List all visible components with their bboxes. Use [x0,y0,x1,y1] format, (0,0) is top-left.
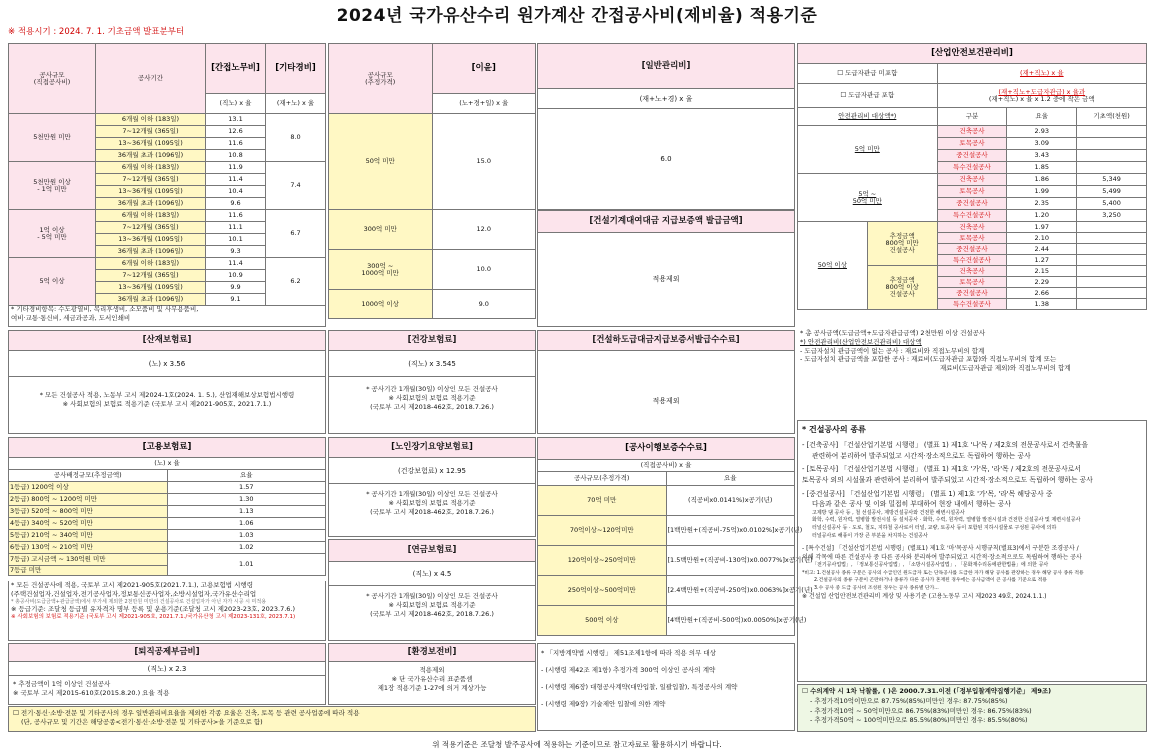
safety-kind: 토목공사 [937,277,1007,288]
machine-value: 적용제외 [652,275,680,283]
profit-table [328,43,536,327]
safety-rate: 1.85 [1007,162,1077,174]
employ-grade: 3등급) 520억 ~ 800억 미만 [9,506,168,518]
env-section: [환경보전비] 적용제외 ※ 단 국가유산수리 표준품셈 제1장 적용기준 1-27에 의거 계상가능 [328,643,536,705]
general-header: [일반관리비] [538,44,794,89]
profit-rate: 9.0 [432,290,536,319]
safety-basic: 5,400 [1077,198,1147,210]
safety-kind: 특수건설공사 [937,162,1007,174]
safety-rate: 2.66 [1007,288,1077,299]
page-title: 2024년 국가유산수리 원가계산 간접공사비(제비율) 적용기준 [336,6,818,26]
labor-period: 13~36개월 (1095일) [96,282,206,294]
labor-period: 6개월 이하 (183일) [96,162,206,174]
safety-rate: 2.10 [1007,233,1077,244]
labor-period: 7~12개월 (365일) [96,174,206,186]
labor-scale: 5천만원 미만 [9,114,96,162]
labor-indirect-rate: 10.4 [206,186,266,198]
general-formula: (재+노+경) x 율 [538,89,794,109]
pension-section: [연금보험료] (직노) x 4.5 * 공사기간 1개월(30일) 이상인 모든 건설공사 ※ 사회보험의 보험료 적용기준 (국토부 고시 제2018-462호, 2018.7.26.) [328,539,536,641]
safety-band: 5억 미만 [798,126,938,174]
safety-kind: 특수건설공사 [937,255,1007,266]
safety-note-5: 재료비(도급자관급 제외)와 직접노무비의 합계 [940,364,1071,373]
safety-rate: 3.09 [1007,138,1077,150]
safety-sub-label: 추정금액 800억 이상 건설공사 [867,266,937,310]
profit-h: [이윤] [432,44,536,94]
employ-rate: 1.57 [167,482,326,494]
profit-scale: 300억 ~ 1000억 미만 [329,250,433,290]
safety-rate: 1.86 [1007,174,1077,186]
labor-other-rate: 6.7 [266,210,326,258]
guar-formula: [2.4백만원+(직공비-250억)x0.0063%]x공기(년) [666,576,795,606]
labor-period: 7~12개월 (365일) [96,126,206,138]
labor-period: 6개월 이하 (183일) [96,210,206,222]
labor-indirect-rate: 10.9 [206,270,266,282]
safety-kind: 특수건설공사 [937,299,1007,310]
guar-formula: [1백만원+(직공비-75억)x0.0102%]x공기(년) [666,516,795,546]
guar-scale: 70억이상~120억미만 [538,516,667,546]
employ-rate: 1.01 [167,554,326,576]
machine-header: [건설기계대여대금 지급보증액 발급금액] [538,211,794,233]
employ-grade: 5등급) 210억 ~ 340억 미만 [9,530,168,542]
labor-period: 6개월 이하 (183일) [96,258,206,270]
employ-grade: 2등급) 800억 ~ 1200억 미만 [9,494,168,506]
safety-rate: 2.15 [1007,266,1077,277]
safety-kind: 건축공사 [937,266,1007,277]
employ-rate: 1.13 [167,506,326,518]
employ-grade: 1등급) 1200억 이상 [9,482,168,494]
labor-u-other: (재+노) x 율 [266,94,326,114]
employ-table [8,437,326,581]
labor-indirect-rate: 9.3 [206,246,266,258]
guar-scale: 70억 미만 [538,486,667,516]
labor-indirect-rate: 9.6 [206,198,266,210]
effective-date: ※ 적용시기 : 2024. 7. 1. 기초금액 발표분부터 [8,27,185,37]
labor-table [8,43,326,305]
employ-h-scale: 공사배정규모(추정금액) [9,470,168,482]
general-section [537,43,795,210]
profit-rate: 10.0 [432,250,536,290]
safety-rate: 1.99 [1007,186,1077,198]
safety-kind: 중건설공사 [937,288,1007,299]
guar-formula: [4백만원+(직공비-500억)x0.0050%]x공기(년) [666,606,795,636]
safety-kind: 토목공사 [937,233,1007,244]
safety-rate: 2.35 [1007,198,1077,210]
safety-note-4: - 도급자설치 관급금액을 포함한 공사 : 재료비(도급자관급 포함)와 직접노무비의 합계 또는 [800,355,1057,364]
safety-basic [1077,150,1147,162]
safety-rate: 2.44 [1007,244,1077,255]
employ-grade: 7등급 미만 [9,566,168,576]
labor-period: 6개월 이하 (183일) [96,114,206,126]
labor-other-rate: 7.4 [266,162,326,210]
guar-header: [공사이행보증수수료] [538,438,795,460]
labor-h-scale: 공사규모 (직접공사비) [9,44,96,114]
safety-f1: (재+직노) x 율 [937,64,1146,84]
safety-basic [1077,126,1147,138]
labor-other-rate: 8.0 [266,114,326,162]
safety-basic: 5,499 [1077,186,1147,198]
safety-table [797,43,1147,328]
safety-rate: 2.93 [1007,126,1077,138]
employ-rate: 1.06 [167,518,326,530]
accident-section: [산재보험료] (노) x 3.56 * 모든 건설공사 적용, 노동부 고시 제2024-1호(2024. 1. 5.), 산업재해보상보험법시행령 ※ 사회보험의 보험료 적용기준 (국토부 고시 제2021-905호, 2021.7.1.) [8,330,326,434]
safety-basic [1077,138,1147,150]
safety-basic [1077,162,1147,174]
employ-header: [고용보험료] [9,438,326,458]
safety-kind: 건축공사 [937,174,1007,186]
safety-kind: 건축공사 [937,126,1007,138]
labor-period: 13~36개월 (1095일) [96,234,206,246]
labor-indirect-rate: 11.9 [206,162,266,174]
employ-h-rate: 요율 [167,470,326,482]
labor-indirect-rate: 9.1 [206,294,266,306]
guar-scale: 250억이상~500억미만 [538,576,667,606]
labor-indirect-rate: 9.9 [206,282,266,294]
labor-period: 13~36개월 (1095일) [96,138,206,150]
safety-rate: 1.38 [1007,299,1077,310]
labor-period: 36개월 초과 (1096일) [96,198,206,210]
guar-h-rate: 요율 [666,472,795,486]
profit-u: (노+경+일) x 율 [432,94,536,114]
labor-scale: 1억 이상 - 5억 미만 [9,210,96,258]
safety-kind: 중건설공사 [937,244,1007,255]
safety-rate: 1.20 [1007,210,1077,222]
guar-h-scale: 공사규모(추정가격) [538,472,667,486]
safety-h-rate: 요율 [1007,108,1077,126]
guar-formula: [1.5백만원+(직공비-130억)x0.0077%]x공기(년) [666,546,795,576]
labor-period: 36개월 초과 (1096일) [96,294,206,306]
safety-opt2: ☐ 도급자관급 포함 [798,84,938,108]
safety-sub-label: 추정금액 800억 미만 건설공사 [867,222,937,266]
labor-indirect-rate: 11.6 [206,210,266,222]
retire-section: [퇴직공제부금비] (직노) x 2.3 * 추정금액이 1억 이상인 건설공사 ※ 국토부 고시 제2015-610호(2015.8.20.) 요율 적용 [8,643,326,705]
labor-indirect-rate: 11.1 [206,222,266,234]
safety-notes [800,329,1147,387]
guar-scale: 120억이상~250억미만 [538,546,667,576]
safety-kind: 토목공사 [937,138,1007,150]
labor-period: 36개월 초과 (1096일) [96,246,206,258]
employ-grade: 4등급) 340억 ~ 520억 미만 [9,518,168,530]
safety-kind: 건축공사 [937,222,1007,233]
profit-rate: 12.0 [432,210,536,250]
labor-scale: 5억 이상 [9,258,96,306]
guarantee-table [537,437,813,641]
labor-h-period: 공사기간 [96,44,206,114]
profit-rate: 15.0 [432,114,536,210]
labor-period: 7~12개월 (365일) [96,270,206,282]
labor-indirect-rate: 11.6 [206,138,266,150]
safety-basic: 5,349 [1077,174,1147,186]
employ-rate: 1.02 [167,542,326,554]
elder-section: [노인장기요양보험료] (건강보험료) x 12.95 * 공사기간 1개월(30일) 이상인 모든 건설공사 ※ 사회보험의 보험료 적용기준 (국토부 고시 제2018-462호, 2018.7.26.) [328,437,536,537]
safety-h-kind: 구분 [937,108,1007,126]
profit-scale: 50억 미만 [329,114,433,210]
labor-period: 7~12개월 (365일) [96,222,206,234]
labor-note: * 기타경비항목: 수도광열비, 복리후생비, 소모품비 및 사무용품비, 여비·교통·통신비, 세금과공과, 도서인쇄비 [8,305,326,327]
labor-period: 13~36개월 (1095일) [96,186,206,198]
safety-kind: 특수건설공사 [937,210,1007,222]
safety-band-50: 50억 이상 [798,222,868,310]
safety-note-2: *) 안전관리비(산업안전보건관리비) 대상액 [800,337,922,346]
footer-note: 위 적용기준은 조달청 발주공사에 적용하는 기준이므로 참고자료로 활용하시기 바랍니다. [432,740,722,749]
labor-indirect-rate: 10.8 [206,150,266,162]
guar-u: (직접공사비) x 율 [538,460,795,472]
employ-grade: 6등급) 130억 ~ 210억 미만 [9,542,168,554]
labor-indirect-rate: 13.1 [206,114,266,126]
safety-kind: 중건설공사 [937,198,1007,210]
employ-grade: 7등급) 고시금액 ~ 130억원 미만 [9,554,168,566]
safety-opt1: ☐ 도급자관급 미포함 [798,64,938,84]
labor-h-other: [기타경비] [266,44,326,94]
labor-indirect-rate: 10.1 [206,234,266,246]
bottom-notes: ☐ 전기·통신·소방·전문 및 기타공사의 경우 일반관리비요율을 제외한 각종 요율은 건축, 토목 등 관련 공사업종에 따라 적용 (단, 공사규모 및 기간은 해당공종<전기·통신·소방·전문 및 기타공사>을 기준으로 함) [8,706,536,732]
employ-rate: 1.30 [167,494,326,506]
safety-rate: 3.43 [1007,150,1077,162]
employ-u: (노) x 율 [9,458,326,470]
kinds-section: * 건설공사의 종류 - [건축공사] 「건설산업기본법 시행령」 (별표 1) 제1호 '나'목 / 제2호의 전문공사로서 건축물을 관련하여 분리하여 발주되었고 시간적·장소적으로도 독립하여 행하는 공사 - [토목공사] 「건설산업기본법 시행령」 (별표 1) 제1호 '가'목, '라'목 / 제2호의 전문공사로서 토목공사 외의 시설물과 관련하여 분리하여 발주되었고 시간적·장소적으로도 독립하여 행하는 공사 - [중건설공사] 「건설산업기본법 시행령」 (별표 1) 제1호 '가'목, '라'목 해당공사 중 다음과 같은 공사 및 이와 밀접히 부대하여 현장 내에서 행하는 공사 고제방 댐 공사 등 , 철 선설공사, 제방건설공사와 건전한 해변시설공사 화학, 수력, 원자력, 열병합 발전시설 등 설치공사 · 화학, 수력, 원자력, 열병합 발전시설과 건전한 신설공사 및 제련시설공사 터널신설공사 등 · 도로, 철도, 지하철 공사로서 터널, 교량, 토공사 등이 포함된 지하시설물로 구성된 공사에 의하 터널공사로 해풍이 가장 큰 부분을 차지하는 건설공사 - [특수건설] 「건설산업기본법 시행령」(별표1) 제1호 '마'목공사 시행규칙(별표3)에서 구분한 조경공사 / 의해 각목에 따른 건설공사 중 다른 공사와 분리하여 발주되었고 시간적·장소적으로도 독립하여 행하는 공사 「전기공사업법」, 「정보통신공사업법」, 「소방시설공사업법」, 「문화재수리등에관한법률」에 의한 공사 *비고: 1.건설공사 종류 구분은 공사의 수급인인 원도급자 또는 단독공사를 도급한 자가 해당 공사를 관장하는 경우 해당 공사 종류 적용 2.건설공사의 종류 구분이 곤란하거나 종류가 다른 공사가 혼재된 경우에는 공사금액이 큰 공사를 기준으로 적용 3.수 공사 중 도급 공사비 조성된 경우는 공사 종류별 단가... ※ 건설업 산업안전보건관리비 계상 및 사용기준 (고용노동부 고시 제2023 49호, 2024.1.1.) [797,420,1147,682]
general-rate: 6.0 [660,155,672,163]
profit-h-scale: 공사규모 (추정가격) [329,44,433,114]
safety-rate: 2.29 [1007,277,1077,288]
health-section: [건강보험료] (직노) x 3.545 * 공사기간 1개월(30일) 이상인 모든 건설공사 ※ 사회보험의 보험료 적용기준 (국토부 고시 제2018-462호, 2018.7.26.) [328,330,536,434]
employ-rate: 1.03 [167,530,326,542]
guar-formula: (직공비x0.0141%)x공기(년) [666,486,795,516]
labor-scale: 5천만원 이상 - 1억 미만 [9,162,96,210]
safety-note-3: - 도급자설치 관급금액이 없는 공사 : 재료비와 직접노무비의 합계 [800,346,985,355]
employ-notes: * 모든 건설공사에 적용, 국토부 고시 제2021-905호(2021.7.1.), 고용보험법 시행령 (주택건설업자,건설업자,전기공사업자,정보통신공사업자,소방시설업자,국가유산수리업 * 총공사비(도급금액+관급금액)에서 부가세 제외한 2천만원 미만의 건설공사로 건설업자가 아닌 자가 시공 시 미적용 ※ 등급기준: 조달청 등급별 유자격자 명부 등록 및 운용기준(조달청 고시 제2023-23호, 2023.7.6.) ※ 사회보험의 보험료 적용기준 (국토부 고시 제2021-905호, 2021.7.1./국가유산청 고시 제2023-131호, 2023.7.1) [8,581,326,641]
labor-indirect-rate: 11.4 [206,258,266,270]
labor-indirect-rate: 11.4 [206,174,266,186]
contract-section: ☐ 수의계약 시 1차 낙찰률, ( )은 2000.7.31.이전 (「정부입찰계약집행기준」 제9조) - 추정가격10억이만으로 87.75%(85%)미만인 경우: 87.75%(85%) - 추정가격10억 ~ 50억미만으로 86.75%(83%)미만인 경우: 86.75%(83%) - 추정가격50억 ~ 100억미만으로 85.5%(80%)미만인 경우: 85.5%(80%) [797,684,1147,732]
labor-indirect-rate: 12.6 [206,126,266,138]
safety-kind: 토목공사 [937,186,1007,198]
safety-f2: (재+직노+도급자관급) x 율과 (재+직노) x 율 x 1.2 중에 작은 금액 [937,84,1146,108]
labor-other-rate: 6.2 [266,258,326,306]
safety-header: [산업안전보건관리비] [798,44,1147,64]
safety-basic: 3,250 [1077,210,1147,222]
labor-period: 36개월 초과 (1096일) [96,150,206,162]
profit-scale: 1000억 이상 [329,290,433,319]
safety-h-base: 안전관리비 대상액*) [798,108,938,126]
labor-u-indirect: (직노) x 율 [206,94,266,114]
safety-rate: 1.97 [1007,222,1077,233]
safety-kind: 중건설공사 [937,150,1007,162]
labor-h-indirect: [간접노무비] [206,44,266,94]
guar-scale: 500억 이상 [538,606,667,636]
guarantee-notes: * 「지방계약법 시행령」 제51조제1항에 따라 적용 의무 대상 - (시행령 제42조 제1항) 추정가격 300억 이상인 공사의 계약 - (시행령 제6장) 대형공사계약(대안입찰, 일괄입찰), 특정공사의 계약 - (시행령 제9장) 기술제안 입찰에 의한 계약 [537,643,795,731]
safety-band: 5억 ~ 50억 미만 [798,174,938,222]
profit-scale: 300억 미만 [329,210,433,250]
safety-h-basic: 기초액(천원) [1077,108,1147,126]
subcon-section: [건설하도급대금지급보증서발급수수료] 적용제외 [537,330,795,434]
machine-section [537,210,795,327]
safety-rate: 1.27 [1007,255,1077,266]
safety-note-1: * 총 공사금액(도급금액+도급자관급금액) 2천만원 이상 건설공사 [800,329,986,337]
